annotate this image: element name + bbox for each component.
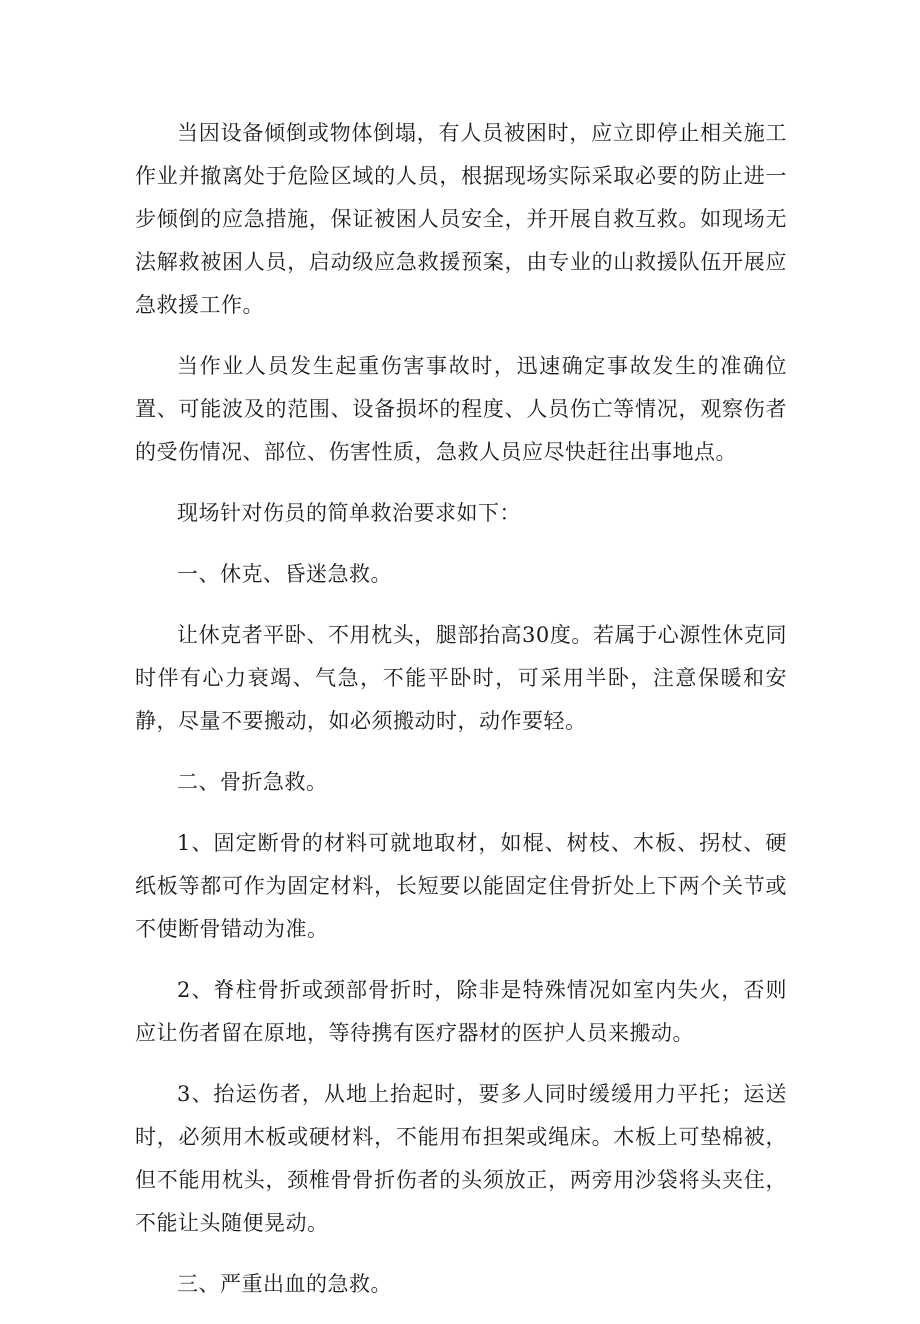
paragraph-fracture-item-2: 2、脊柱骨折或颈部骨折时，除非是特殊情况如室内失火，否则应让伤者留在原地，等待携有医疗器材的医护人员来搬动。 [135,978,787,1045]
heading-severe-bleeding: 三、严重出血的急救。 [177,1272,392,1296]
paragraph-trapped-personnel: 当因设备倾倒或物体倒塌，有人员被困时，应立即停止相关施工作业并撤离处于危险区域的人员，根据现场实际采取必要的防止进一步倾倒的应急措施，保证被困人员安全，并开展自救互救。如现场无法解救被困人员，启动级应急救援预案，由专业的山救援队伍开展应急救援工作。 [135,121,787,317]
paragraph-lifting-injury: 当作业人员发生起重伤害事故时，迅速确定事故发生的准确位置、可能波及的范围、设备损坏的程度、人员伤亡等情况，观察伤者的受伤情况、部位、伤害性质，急救人员应尽快赶往出事地点。 [135,354,787,464]
paragraph-treatment-intro: 现场针对伤员的简单救治要求如下： [177,501,521,525]
heading-shock-coma: 一、休克、昏迷急救。 [177,562,392,586]
paragraph-fracture-item-1: 1、固定断骨的材料可就地取材，如棍、树枝、木板、拐杖、硬纸板等都可作为固定材料，长短要以能固定住骨折处上下两个关节或不使断骨错动为准。 [135,831,787,941]
paragraph-shock-treatment: 让休克者平卧、不用枕头，腿部抬高30度。若属于心源性休克同时伴有心力衰竭、气急，不能平卧时，可采用半卧，注意保暖和安静，尽量不要搬动，如必须搬动时，动作要轻。 [135,623,787,733]
document-body [135,112,787,1324]
paragraph-fracture-item-3: 3、抬运伤者，从地上抬起时，要多人同时缓缓用力平托；运送时，必须用木板或硬材料，不能用布担架或绳床。木板上可垫棉被，但不能用枕头，颈椎骨骨折伤者的头须放正，两旁用沙袋将头夹住，不能让头随便晃动。 [135,1082,787,1235]
heading-fracture: 二、骨折急救。 [177,770,328,794]
